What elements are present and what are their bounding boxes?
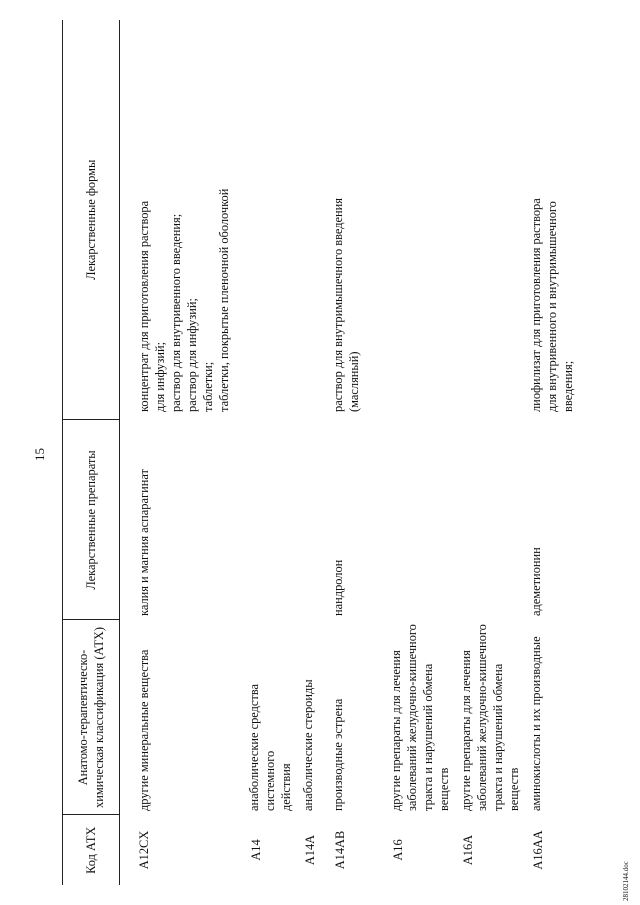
classification-line: другие минеральные вещества: [137, 649, 151, 811]
classification-line: другие препараты для лечения: [458, 650, 473, 811]
table-row: [120, 20, 246, 885]
atx-code: A12CX: [137, 830, 151, 870]
classification-cell: [388, 620, 458, 815]
forms-cell: [388, 20, 458, 420]
classification-cell: [330, 620, 388, 815]
classification-line: другие препараты для лечения: [388, 650, 403, 811]
forms-cell: [120, 20, 246, 420]
drug-cell: адеметионин: [528, 547, 543, 616]
table-row: [458, 20, 528, 885]
forms-cell: [246, 20, 300, 420]
forms-cell: [528, 20, 588, 420]
classification-line: тракта и нарушений обмена веществ: [420, 663, 451, 811]
form-line: раствор для внутривенного введения;: [169, 213, 183, 412]
classification-line: тракта и нарушений обмена веществ: [490, 663, 521, 811]
atx-code: A14: [248, 839, 263, 861]
form-line: для инфузий;: [153, 341, 167, 412]
classification-line: анаболические стероиды: [300, 679, 315, 811]
form-line: раствор для инфузий;: [185, 298, 199, 412]
form-line: таблетки, покрытые пленочной оболочкой: [217, 188, 231, 412]
classification-line: производные эстрена: [330, 698, 345, 811]
atx-code: A16: [390, 839, 405, 861]
header-code: Код АТХ: [63, 815, 120, 885]
drug-cell: нандролон: [330, 559, 345, 616]
table-row: [528, 20, 588, 885]
classification-cell: [458, 620, 528, 815]
forms-cell: [458, 20, 528, 420]
form-line: лиофилизат для приготовления раствора: [528, 198, 543, 412]
classification-line: действия: [278, 763, 293, 811]
document-filename: 28102144.doc: [622, 861, 630, 901]
atx-code: A14A: [302, 834, 317, 866]
drug-cell: [246, 420, 300, 620]
classification-line: анаболические средства системного: [246, 683, 277, 811]
header-classification: Анатомо-терапевтическо-химическая классификация (АТХ): [63, 620, 120, 815]
drug-cell: [458, 420, 528, 620]
atx-code: A16A: [460, 834, 475, 866]
classification-line: аминокислоты и их производные: [528, 636, 543, 811]
form-line: для внутривенного и внутримышечного: [544, 201, 559, 412]
form-line: введения;: [560, 360, 575, 412]
form-line: концентрат для приготовления раствора: [137, 200, 151, 412]
classification-cell: [246, 620, 300, 815]
drug-cell: калия и магния аспарагинат: [137, 469, 151, 616]
classification-cell: [300, 620, 330, 815]
forms-cell: [330, 20, 388, 420]
table-row: [330, 20, 388, 885]
table-header-row: [63, 20, 120, 885]
classification-line: заболеваний желудочно-кишечного: [474, 624, 489, 811]
drug-cell: [300, 420, 330, 620]
forms-cell: [300, 20, 330, 420]
drug-cell: [388, 420, 458, 620]
atx-table: [62, 20, 588, 885]
table-row: [300, 20, 330, 885]
classification-line: заболеваний желудочно-кишечного: [404, 624, 419, 811]
form-line: раствор для внутримышечного введения: [330, 198, 345, 412]
page-number: 15: [32, 448, 47, 461]
header-forms: Лекарственные формы: [63, 20, 120, 420]
table-row: [246, 20, 300, 885]
classification-cell: [528, 620, 588, 815]
classification-cell: [120, 620, 246, 815]
atx-code: A14AB: [332, 830, 347, 870]
form-line: таблетки;: [201, 361, 215, 412]
table-row: [388, 20, 458, 885]
header-drug: Лекарственные препараты: [63, 420, 120, 620]
atx-code: A16AA: [530, 830, 545, 870]
form-line: (масляный): [346, 351, 361, 412]
